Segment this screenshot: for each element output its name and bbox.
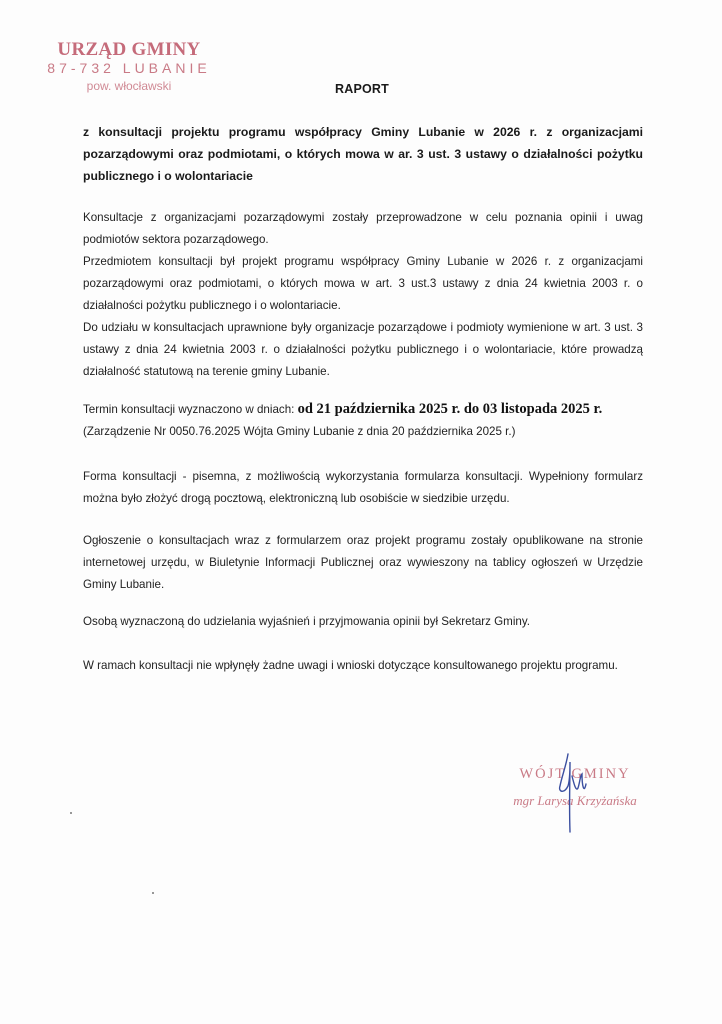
paragraph-contact: Osobą wyznaczoną do udzielania wyjaśnień i przyjmowania opinii był Sekretarz Gminy. xyxy=(83,615,530,628)
office-stamp xyxy=(44,40,214,94)
paragraph-purpose: Konsultacje z organizacjami pozarządowymi zostały przeprowadzone w celu poznania opinii i uwag podmiotów sektora pozarządowego. xyxy=(83,211,643,246)
result-section xyxy=(83,655,643,677)
stamp-county: pow. włocławski xyxy=(86,79,172,93)
intro-section xyxy=(83,207,643,383)
paragraph-term xyxy=(83,398,643,421)
scan-speck xyxy=(152,892,154,894)
paragraph-announcement: Ogłoszenie o konsultacjach wraz z formularzem oraz projekt programu zostały opublikowane na stronie internetowej urzędu, w Biuletynie Informacji Publicznej oraz wywieszony na tablicy ogłoszeń w Urzędzie Gminy Lubanie. xyxy=(83,534,643,591)
term-section xyxy=(83,398,643,443)
announcement-section xyxy=(83,530,643,596)
form-section xyxy=(83,466,643,510)
scan-speck xyxy=(70,812,72,814)
signature-name: mgr Larysa Krzyżańska xyxy=(513,793,637,808)
paragraph-form: Forma konsultacji - pisemna, z możliwością wykorzystania formularza konsultacji. Wypełniony formularz można było złożyć drogą pocztową, elektroniczną lub osobiście w siedzibie urzędu. xyxy=(83,470,643,505)
paragraph-result: W ramach konsultacji nie wpłynęły żadne uwagi i wnioski dotyczące konsultowanego projektu programu. xyxy=(83,659,618,672)
handwritten-signature-icon xyxy=(548,752,598,834)
stamp-office-name: URZĄD GMINY xyxy=(57,39,201,60)
term-label: Termin konsultacji wyznaczono w dniach: xyxy=(83,403,298,416)
document-title: RAPORT xyxy=(335,82,389,96)
paragraph-subject: Przedmiotem konsultacji był projekt programu współpracy Gminy Lubanie w 2026 r. z organizacjami pozarządowymi oraz podmiotami, o których mowa w art. 3 ust.3 ustawy z dnia 24 kwietnia 2003 r. o działalności pożytku publicznego i o wolontariacie. xyxy=(83,255,643,312)
stamp-postal-address: 87-732 LUBANIE xyxy=(47,60,211,76)
signature-role: WÓJT GMINY xyxy=(519,766,631,782)
contact-section xyxy=(83,611,643,633)
paragraph-term-note: (Zarządzenie Nr 0050.76.2025 Wójta Gminy Lubanie z dnia 20 października 2025 r.) xyxy=(83,425,516,438)
paragraph-eligibility: Do udziału w konsultacjach uprawnione były organizacje pozarządowe i podmioty wymienione w art. 3 ust. 3 ustawy z dnia 24 kwietnia 2003 r. o działalności pożytku publicznego i o wolontariacie, które prowadzą działalność statutową na terenie gminy Lubanie. xyxy=(83,321,643,378)
term-dates: od 21 października 2025 r. do 03 listopada 2025 r. xyxy=(297,401,603,417)
document-subject: z konsultacji projektu programu współpracy Gminy Lubanie w 2026 r. z organizacjami pozarządowymi oraz podmiotami, o których mowa w ar. 3 ust. 3 ustawy o działalności pożytku publicznego i o wolontariacie xyxy=(83,125,643,183)
